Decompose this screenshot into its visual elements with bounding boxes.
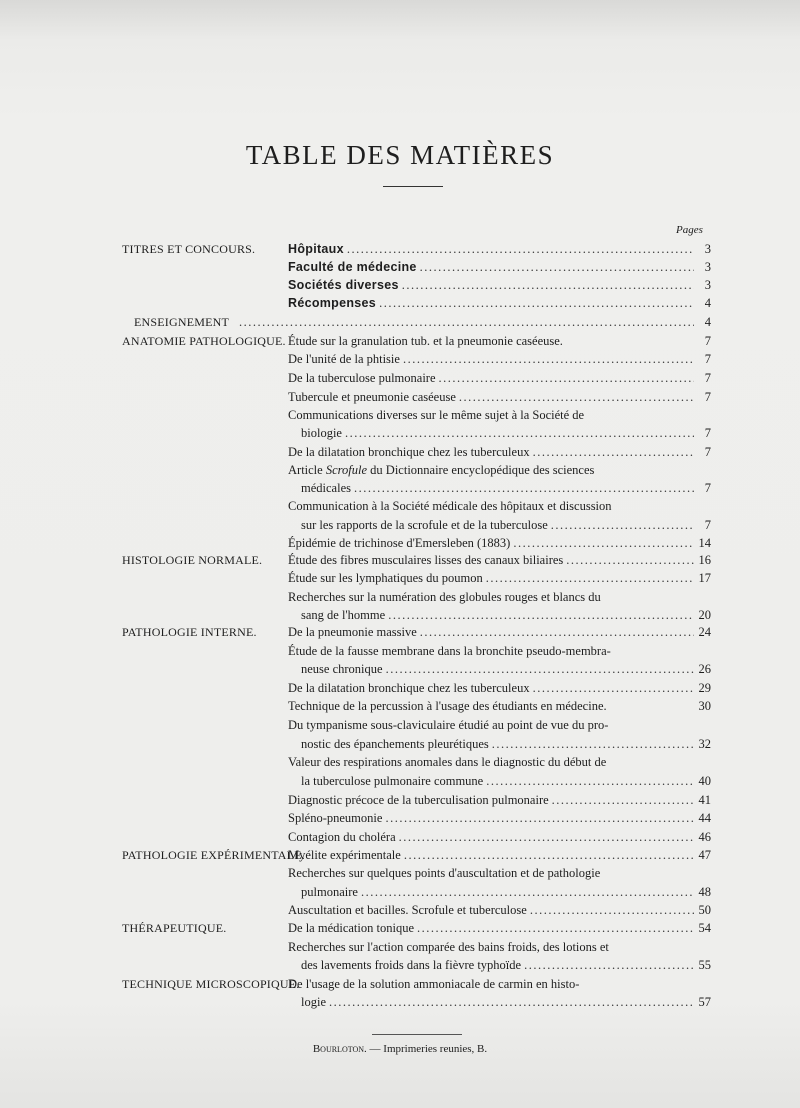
entry-text: Technique de la percussion à l'usage des étudiants en médecine.: [288, 699, 607, 713]
toc-entry-line: [288, 864, 711, 882]
toc-entry-line: [288, 497, 711, 515]
dot-leader: [379, 294, 694, 312]
section-label: ENSEIGNEMENT: [134, 315, 230, 329]
entry-continuation-text: neuse chronique: [301, 662, 383, 676]
page-number: 7: [704, 352, 711, 366]
page-number: 7: [704, 518, 711, 532]
page-number: 54: [698, 921, 711, 935]
toc-entry: [288, 809, 711, 827]
toc-entry-line: [288, 642, 711, 660]
toc-entry-continuation: [301, 883, 711, 901]
toc-entry: [288, 551, 711, 569]
entry-text: Tubercule et pneumonie caséeuse: [288, 390, 456, 404]
dot-leader: [399, 828, 694, 846]
toc-entry-continuation: [301, 424, 711, 442]
entry-text: Recherches sur quelques points d'auscultation et de pathologie: [288, 866, 601, 880]
entry-text: Communications diverses sur le même sujet à la Société de: [288, 408, 585, 422]
page-number: 47: [698, 848, 711, 862]
entry-text: Étude de la fausse membrane dans la bronchite pseudo-membra-: [288, 644, 611, 658]
entry-text: Myélite expérimentale: [288, 848, 401, 862]
page-number: 26: [698, 662, 711, 676]
entry-text: Étude sur les lymphatiques du poumon: [288, 571, 483, 585]
toc-entry-continuation: [301, 606, 711, 624]
entry-text-italic: Scrofule: [325, 463, 368, 477]
entry-continuation-text: biologie: [301, 426, 342, 440]
entry-text: De l'unité de la phtisie: [288, 352, 400, 366]
section-label: ANATOMIE PATHOLOGIQUE.: [122, 334, 286, 348]
dot-leader: [402, 276, 694, 294]
entry-continuation-text: logie: [301, 995, 326, 1009]
page-number: 48: [698, 885, 711, 899]
dot-leader: [492, 735, 694, 753]
page-number: 24: [698, 625, 711, 639]
dot-leader: [361, 883, 694, 901]
page-number: 20: [698, 608, 711, 622]
dot-leader: [524, 956, 694, 974]
entry-text: Contagion du choléra: [288, 830, 396, 844]
section-label: TITRES ET CONCOURS.: [122, 242, 256, 256]
toc-entry-continuation: [301, 956, 711, 974]
entry-text: De la dilatation bronchique chez les tuberculeux: [288, 681, 530, 695]
toc-entry: [288, 846, 711, 864]
footer: [0, 1043, 800, 1055]
footer-rest: — Imprimeries reunies, B.: [369, 1043, 488, 1055]
entry-text: Valeur des respirations anomales dans le diagnostic du début de: [288, 755, 607, 769]
page-number: 3: [704, 278, 711, 292]
section-label: TECHNIQUE MICROSCOPIQUE.: [122, 977, 300, 991]
toc-entry: [288, 623, 711, 641]
entry-text: Auscultation et bacilles. Scrofule et tuberculose: [288, 903, 527, 917]
toc-entry: [288, 919, 711, 937]
dot-leader: [459, 388, 694, 406]
entry-text: Spléno-pneumonie: [288, 811, 383, 825]
dot-leader: [552, 791, 694, 809]
page-number: 7: [704, 481, 711, 495]
toc-entry-line: [288, 406, 711, 424]
toc-entry-line: [288, 753, 711, 771]
dot-leader: [530, 901, 694, 919]
dot-leader: [417, 919, 694, 937]
toc-entry: [288, 350, 711, 368]
entry-text: Du tympanisme sous-claviculaire étudié au point de vue du pro-: [288, 718, 609, 732]
toc-entry: [288, 258, 711, 276]
dot-leader: [329, 993, 694, 1011]
entry-text: Faculté de médecine: [288, 260, 417, 274]
toc-entry-line: [288, 975, 711, 993]
dot-leader: [533, 443, 694, 461]
toc-entry-continuation: [301, 735, 711, 753]
dot-leader: [388, 606, 694, 624]
entry-continuation-text: pulmonaire: [301, 885, 358, 899]
toc-entry: [288, 276, 711, 294]
entry-text: Récompenses: [288, 296, 377, 310]
section-label: PATHOLOGIE INTERNE.: [122, 625, 257, 639]
dot-leader: [533, 679, 694, 697]
toc-entry-line: [288, 588, 711, 606]
toc-entry: [288, 791, 711, 809]
title-rule: [383, 186, 443, 187]
toc-entry-continuation: [301, 516, 711, 534]
entry-text: De la tuberculose pulmonaire: [288, 371, 436, 385]
section-label: PATHOLOGIE EXPÉRIMENTALE.: [122, 848, 305, 862]
entry-text: Étude des fibres musculaires lisses des canaux biliaires: [288, 553, 564, 567]
entry-text: Hôpitaux: [288, 242, 344, 256]
toc-entry-continuation: [301, 660, 711, 678]
section-label: HISTOLOGIE NORMALE.: [122, 553, 263, 567]
toc-entry: [288, 369, 711, 387]
toc-entry-line: [288, 716, 711, 734]
page-number: 3: [704, 242, 711, 256]
toc-entry-continuation: [301, 479, 711, 497]
entry-text-before: Article: [288, 463, 326, 477]
pages-column-header: Pages: [676, 224, 703, 236]
page-number: 4: [704, 296, 711, 310]
entry-continuation-text: nostic des épanchements pleurétiques: [301, 737, 489, 751]
toc-entry: [288, 388, 711, 406]
page-number: 50: [698, 903, 711, 917]
entry-text: Diagnostic précoce de la tuberculisation pulmonaire: [288, 793, 549, 807]
toc-entry: [288, 569, 711, 587]
toc-entry: [288, 697, 711, 715]
dot-leader: [566, 551, 694, 569]
entry-continuation-text: médicales: [301, 481, 351, 495]
toc-entry-line: [288, 938, 711, 956]
entry-continuation-text: sur les rapports de la scrofule et de la tuberculose: [301, 518, 548, 532]
page-number: 41: [698, 793, 711, 807]
page-number: 16: [698, 553, 711, 567]
page-number: 55: [698, 958, 711, 972]
page-number: 7: [704, 371, 711, 385]
section-label: THÉRAPEUTIQUE.: [122, 921, 227, 935]
toc-entry: [288, 901, 711, 919]
dot-leader: [420, 623, 694, 641]
dot-leader: [347, 240, 694, 258]
entry-text: [288, 461, 594, 479]
dot-leader: [345, 424, 694, 442]
entry-text: Épidémie de trichinose d'Emersleben (1883): [288, 536, 511, 550]
dot-leader: [439, 369, 694, 387]
toc-entry: [288, 294, 711, 312]
page-number: 46: [698, 830, 711, 844]
entry-text: Recherches sur la numération des globules rouges et blancs du: [288, 590, 601, 604]
dot-leader: [386, 660, 694, 678]
page-number: 57: [698, 995, 711, 1009]
page-number: 4: [704, 315, 711, 329]
entry-continuation-text: des lavements froids dans la fièvre typhoïde: [301, 958, 522, 972]
dot-leader: [404, 846, 694, 864]
page-number: 3: [704, 260, 711, 274]
page-number: 32: [698, 737, 711, 751]
toc-entry: [288, 828, 711, 846]
page-number: 44: [698, 811, 711, 825]
footer-printer: Bourloton.: [312, 1043, 367, 1055]
page-number: 14: [698, 536, 711, 550]
page-number: 29: [698, 681, 711, 695]
page-number: 7: [704, 445, 711, 459]
entry-text: De la dilatation bronchique chez les tuberculeux: [288, 445, 530, 459]
page-number: 40: [698, 774, 711, 788]
entry-text: Étude sur la granulation tub. et la pneumonie caséeuse.: [288, 334, 563, 348]
entry-text: De l'usage de la solution ammoniacale de carmin en histo-: [288, 977, 580, 991]
toc-entry: [288, 443, 711, 461]
dot-leader: [551, 516, 694, 534]
toc-entry: [288, 534, 711, 552]
toc-entry: [288, 332, 711, 350]
dot-leader: [403, 350, 694, 368]
toc-entry: [288, 240, 711, 258]
page-title: TABLE DES MATIÈRES: [245, 140, 555, 170]
dot-leader: [513, 534, 694, 552]
entry-text: Recherches sur l'action comparée des bains froids, des lotions et: [288, 940, 609, 954]
dot-leader: [486, 772, 694, 790]
page-number: 7: [704, 390, 711, 404]
entry-text: De la pneumonie massive: [288, 625, 417, 639]
footer-rule: [372, 1034, 462, 1035]
entry-text: Communication à la Société médicale des hôpitaux et discussion: [288, 499, 612, 513]
entry-text: Sociétés diverses: [288, 278, 399, 292]
toc-entry-line: [288, 461, 711, 479]
entry-continuation-text: sang de l'homme: [301, 608, 386, 622]
page-number: 17: [698, 571, 711, 585]
page-number: 30: [698, 699, 711, 713]
dot-leader: [354, 479, 694, 497]
toc-entry-continuation: [301, 772, 711, 790]
dot-leader: [239, 313, 694, 331]
entry-text-after: du Dictionnaire encyclopédique des sciences: [367, 463, 595, 477]
page-number: 7: [704, 334, 711, 348]
dot-leader: [486, 569, 694, 587]
toc-entry: [288, 679, 711, 697]
dot-leader: [385, 809, 694, 827]
page-number: 7: [704, 426, 711, 440]
entry-text: De la médication tonique: [288, 921, 415, 935]
toc-entry: [236, 313, 711, 331]
entry-continuation-text: la tuberculose pulmonaire commune: [301, 774, 484, 788]
dot-leader: [420, 258, 694, 276]
toc-entry-continuation: [301, 993, 711, 1011]
